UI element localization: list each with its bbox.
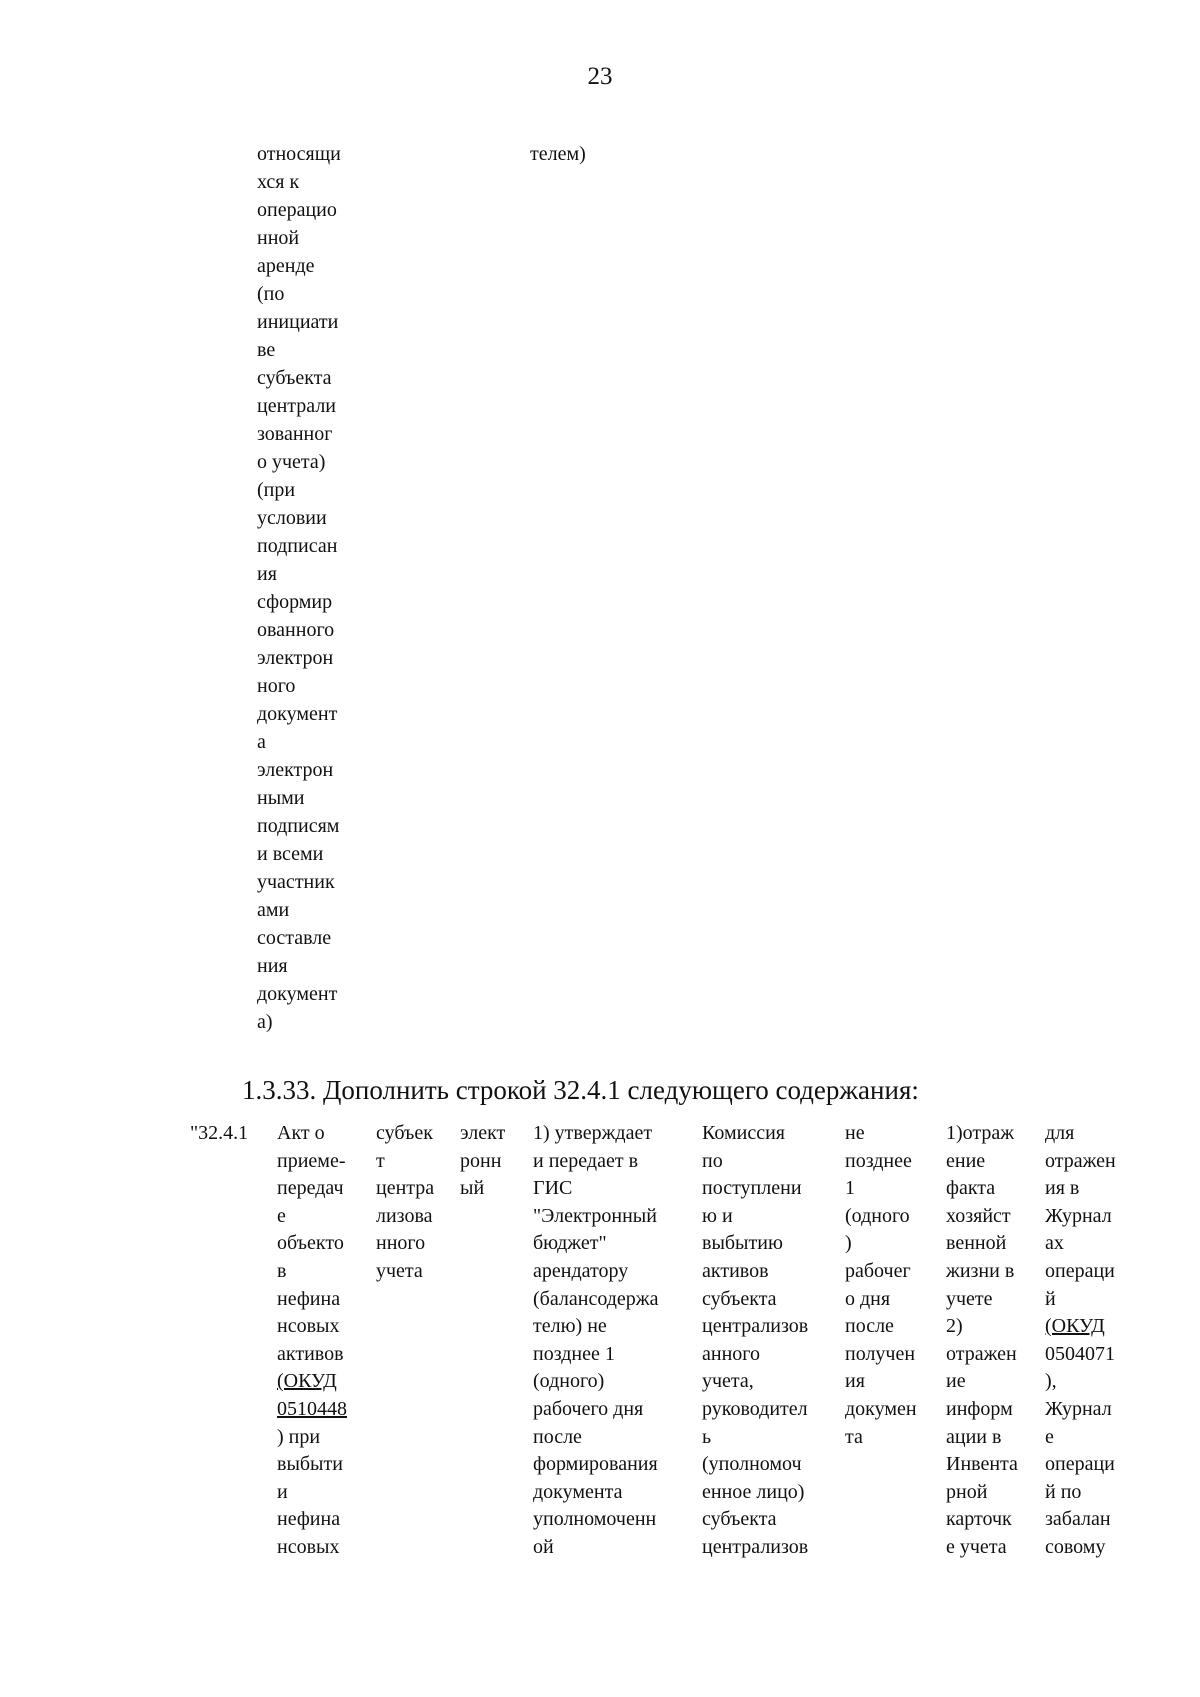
- cell-line: (при: [257, 479, 296, 501]
- cell-line: электрон: [257, 647, 334, 669]
- cell-line: участник: [257, 871, 335, 893]
- cell-line: (по: [257, 283, 285, 305]
- cell-line: субъек: [376, 1122, 433, 1144]
- cell-line: централизов: [702, 1535, 809, 1558]
- cell-line: активов: [702, 1259, 769, 1282]
- cell-line: анного: [702, 1342, 760, 1365]
- cell-line: нной: [257, 227, 300, 249]
- cell-line: получен: [845, 1342, 916, 1365]
- cell-line: нефина: [277, 1508, 341, 1531]
- cell-line: (ОКУД: [277, 1370, 337, 1393]
- cell-line: субъекта: [257, 367, 332, 389]
- form-type-cell: [460, 1120, 505, 1203]
- cell-line: а): [257, 1011, 273, 1033]
- cell-line: документ: [257, 703, 338, 725]
- cell-line: субъекта: [702, 1287, 777, 1310]
- cell-line: Комиссия: [702, 1122, 785, 1144]
- cell-line: ие: [946, 1370, 966, 1393]
- originator-cell: [376, 1120, 434, 1286]
- cell-line: зованног: [257, 423, 333, 445]
- cell-line: арендатору: [533, 1259, 629, 1282]
- cell-line: и передает в: [533, 1149, 639, 1172]
- cell-line: ации в: [946, 1425, 1002, 1448]
- cell-line: ия в: [1045, 1177, 1080, 1200]
- cell-line: документа: [533, 1480, 623, 1503]
- cell-line: (уполномоч: [702, 1453, 802, 1476]
- document-name-cell: [277, 1120, 347, 1562]
- cell-line: ия: [257, 563, 277, 585]
- cell-line: енное лицо): [702, 1480, 805, 1503]
- cell-line: аренде: [257, 255, 315, 277]
- cell-line: по: [702, 1149, 723, 1172]
- cell-line: о учета): [257, 451, 326, 473]
- cell-line: бюджет": [533, 1232, 607, 1255]
- cell-line: хозяйст: [946, 1204, 1011, 1227]
- cell-line: учета: [376, 1259, 423, 1282]
- cell-line: Акт о: [277, 1122, 325, 1144]
- cell-line: й: [1045, 1287, 1056, 1310]
- cell-line: Журнал: [1045, 1204, 1112, 1227]
- cell-line: 1: [845, 1177, 855, 1200]
- cell-line: центра: [376, 1177, 435, 1200]
- cell-line: в: [277, 1259, 287, 1282]
- cell-line: ия: [845, 1370, 865, 1393]
- cell-line: ах: [1045, 1232, 1064, 1255]
- cell-line: нсовых: [277, 1315, 340, 1338]
- cell-line: документ: [257, 983, 338, 1005]
- cell-line: ованного: [257, 619, 335, 641]
- cell-line: ния: [257, 955, 288, 977]
- cell-line: элект: [460, 1122, 506, 1144]
- cell-line: после: [845, 1315, 894, 1338]
- accounting-cell: [946, 1120, 1018, 1562]
- cell-line: карточк: [946, 1508, 1012, 1531]
- cell-line: (балансодержа: [533, 1287, 659, 1310]
- cell-line: т: [376, 1149, 385, 1172]
- cell-line: "32.4.1: [190, 1122, 249, 1144]
- cell-line: жизни в: [946, 1259, 1015, 1282]
- cell-line: докумен: [845, 1397, 917, 1420]
- cell-line: ) при: [277, 1425, 321, 1448]
- cell-line: 0504071: [1045, 1342, 1115, 1365]
- cell-line: (одного): [533, 1370, 605, 1393]
- cell-line: не: [845, 1122, 865, 1144]
- cell-line: ве: [257, 339, 276, 361]
- cell-line: операци: [1045, 1259, 1115, 1282]
- cell-line: объекто: [277, 1232, 344, 1255]
- cell-line: венной: [946, 1232, 1007, 1255]
- cell-line: формирования: [533, 1453, 658, 1476]
- cell-line: учете: [946, 1287, 993, 1310]
- cell-line: после: [533, 1425, 582, 1448]
- cell-line: ронн: [460, 1149, 502, 1172]
- cell-line: ю и: [702, 1204, 733, 1227]
- cell-line: нного: [376, 1232, 426, 1255]
- cell-line: отражен: [946, 1342, 1017, 1365]
- cell-line: и всеми: [257, 843, 324, 865]
- cell-line: выбытию: [702, 1232, 783, 1255]
- continued-cell-text: [257, 140, 367, 1036]
- cell-line: а: [257, 731, 266, 753]
- cell-line: инициати: [257, 311, 339, 333]
- cell-line: рабочег: [845, 1259, 911, 1282]
- cell-line: сформир: [257, 591, 333, 613]
- page-number: 23: [587, 63, 613, 90]
- cell-line: 0510448: [277, 1397, 347, 1420]
- cell-line: ами: [257, 899, 290, 921]
- cell-line: условии: [257, 507, 327, 529]
- cell-line: централи: [257, 395, 337, 417]
- cell-line: е учета: [946, 1535, 1007, 1558]
- cell-line: лизова: [376, 1204, 433, 1227]
- cell-line: нефина: [277, 1287, 341, 1310]
- cell-line: "Электронный: [533, 1204, 657, 1227]
- cell-line: забалан: [1045, 1508, 1111, 1531]
- cell-line: ый: [460, 1177, 485, 1200]
- cell-line: отражен: [1045, 1149, 1116, 1172]
- cell-line: ): [845, 1232, 852, 1255]
- cell-line: нсовых: [277, 1535, 340, 1558]
- cell-line: 1) утверждает: [533, 1122, 653, 1144]
- cell-line: факта: [946, 1177, 996, 1200]
- continued-cell-tail: телем): [530, 143, 586, 165]
- cell-line: приеме-: [277, 1149, 346, 1172]
- cell-line: ными: [257, 787, 305, 809]
- cell-line: позднее: [845, 1149, 912, 1172]
- cell-line: совому: [1045, 1535, 1106, 1558]
- cell-line: е: [277, 1204, 286, 1227]
- cell-line: та: [845, 1425, 863, 1448]
- cell-line: рной: [946, 1480, 988, 1503]
- cell-line: (одного: [845, 1204, 910, 1227]
- cell-line: ение: [946, 1149, 986, 1172]
- cell-line: централизов: [702, 1315, 809, 1338]
- cell-line: й по: [1045, 1480, 1082, 1503]
- cell-line: ГИС: [533, 1177, 573, 1200]
- cell-line: подписан: [257, 535, 338, 557]
- cell-line: операцио: [257, 199, 337, 221]
- cell-line: телю) не: [533, 1315, 607, 1338]
- cell-line: о дня: [845, 1287, 891, 1310]
- cell-line: передач: [277, 1177, 344, 1200]
- cell-line: учета,: [702, 1370, 754, 1393]
- cell-line: операци: [1045, 1453, 1115, 1476]
- cell-line: поступлени: [702, 1177, 802, 1200]
- cell-line: рабочего дня: [533, 1397, 644, 1420]
- cell-line: и: [277, 1480, 288, 1503]
- cell-line: субъекта: [702, 1508, 777, 1531]
- cell-line: ь: [702, 1425, 712, 1448]
- cell-line: е: [1045, 1425, 1054, 1448]
- cell-line: 1)отраж: [946, 1122, 1015, 1144]
- cell-line: подписям: [257, 815, 340, 837]
- cell-line: (ОКУД: [1045, 1315, 1105, 1338]
- cell-line: электрон: [257, 759, 334, 781]
- cell-line: относящи: [257, 143, 341, 165]
- cell-line: руководител: [702, 1397, 808, 1420]
- cell-line: Инвента: [946, 1453, 1018, 1476]
- row-number-cell: [190, 1120, 248, 1148]
- cell-line: позднее 1: [533, 1342, 615, 1365]
- cell-line: ой: [533, 1535, 554, 1558]
- cell-line: информ: [946, 1397, 1013, 1420]
- section-heading: 1.3.33. Дополнить строкой 32.4.1 следующего содержания:: [242, 1075, 919, 1105]
- procedure-cell: [533, 1120, 659, 1562]
- cell-line: составле: [257, 927, 332, 949]
- cell-line: выбыти: [277, 1453, 343, 1476]
- cell-line: хся к: [257, 171, 300, 193]
- cell-line: ),: [1045, 1370, 1057, 1393]
- cell-line: 2): [946, 1315, 963, 1338]
- register-cell: [1045, 1120, 1116, 1562]
- deadline-cell: [845, 1120, 917, 1451]
- cell-line: ного: [257, 675, 296, 697]
- cell-line: активов: [277, 1342, 344, 1365]
- cell-line: Журнал: [1045, 1397, 1112, 1420]
- cell-line: для: [1045, 1122, 1075, 1144]
- cell-line: уполномоченн: [533, 1508, 657, 1531]
- responsible-cell: [702, 1120, 808, 1562]
